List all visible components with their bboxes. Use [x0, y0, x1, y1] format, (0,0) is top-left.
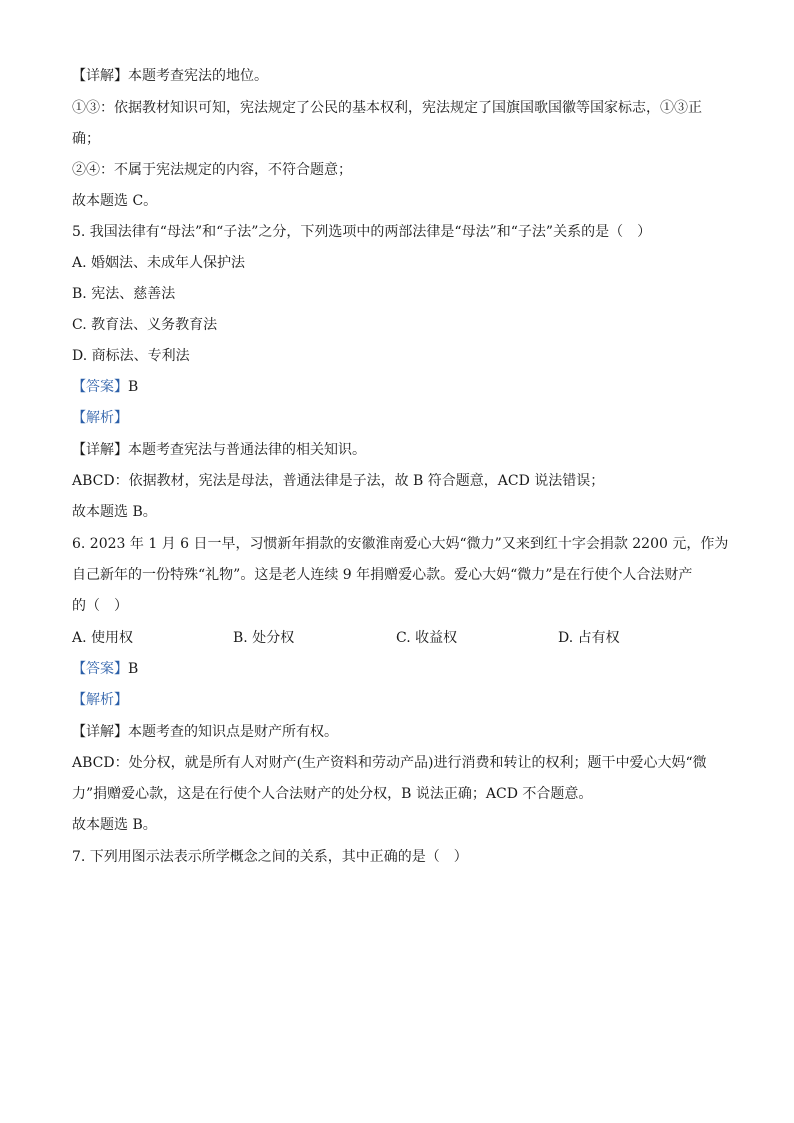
- q6-option-d: D. 占有权: [558, 630, 620, 646]
- q6-answer-value: B: [128, 661, 139, 677]
- q6-option-a: A. 使用权: [72, 630, 134, 646]
- q6-analysis-label: 【解析】: [72, 692, 128, 708]
- q5-option-c: C. 教育法、义务教育法: [72, 317, 218, 333]
- q5-answer-line: [72, 377, 722, 397]
- q4-analysis-line-1: ①③：依据教材知识可知，宪法规定了公民的基本权利，宪法规定了国旗国歌国徽等国家标志，①③正: [72, 100, 702, 116]
- q6-analysis-line-1: ABCD：处分权，就是所有人对财产(生产资料和劳动产品)进行消费和转让的权利；题干中爱心大妈“微: [72, 755, 707, 771]
- q6-answer-line: [72, 659, 722, 679]
- q5-analysis-label: 【解析】: [72, 410, 128, 426]
- q6-conclusion: 故本题选 B。: [72, 817, 157, 833]
- q5-conclusion: 故本题选 B。: [72, 504, 157, 520]
- q4-detail: 【详解】本题考查宪法的地位。: [72, 68, 268, 84]
- q6-stem-line-3: 的（ ）: [72, 598, 128, 614]
- q4-analysis-line-2: 确；: [72, 131, 100, 147]
- q6-option-b: B. 处分权: [233, 630, 295, 646]
- q5-option-a: A. 婚姻法、未成年人保护法: [72, 255, 246, 271]
- q5-analysis: ABCD：依据教材，宪法是母法，普通法律是子法，故 B 符合题意，ACD 说法错误；: [72, 473, 605, 489]
- q5-stem: 5. 我国法律有“母法”和“子法”之分，下列选项中的两部法律是“母法”和“子法”关系的是（ ）: [72, 224, 652, 240]
- q4-analysis-line-3: ②④：不属于宪法规定的内容，不符合题意；: [72, 162, 352, 178]
- q6-detail: 【详解】本题考查的知识点是财产所有权。: [72, 724, 338, 740]
- q5-detail: 【详解】本题考查宪法与普通法律的相关知识。: [72, 442, 366, 458]
- q6-stem-line-1: 6. 2023 年 1 月 6 日一早，习惯新年捐款的安徽淮南爱心大妈“微力”又来到红十字会捐款 2200 元，作为: [72, 536, 729, 552]
- q5-answer-value: B: [128, 379, 139, 395]
- q5-option-d: D. 商标法、专利法: [72, 348, 190, 364]
- q6-analysis-line-2: 力”捐赠爱心款，这是在行使个人合法财产的处分权，B 说法正确；ACD 不合题意。: [72, 786, 593, 802]
- q4-conclusion: 故本题选 C。: [72, 193, 158, 209]
- q6-answer-label: 【答案】: [72, 661, 128, 677]
- q6-option-c: C. 收益权: [396, 630, 458, 646]
- q5-answer-label: 【答案】: [72, 379, 128, 395]
- q7-stem: 7. 下列用图示法表示所学概念之间的关系，其中正确的是（ ）: [72, 849, 468, 865]
- q5-option-b: B. 宪法、慈善法: [72, 286, 176, 302]
- q6-stem-line-2: 自己新年的一份特殊“礼物”。这是老人连续 9 年捐赠爱心款。爱心大妈“微力”是在行使个人合法财产: [72, 567, 693, 583]
